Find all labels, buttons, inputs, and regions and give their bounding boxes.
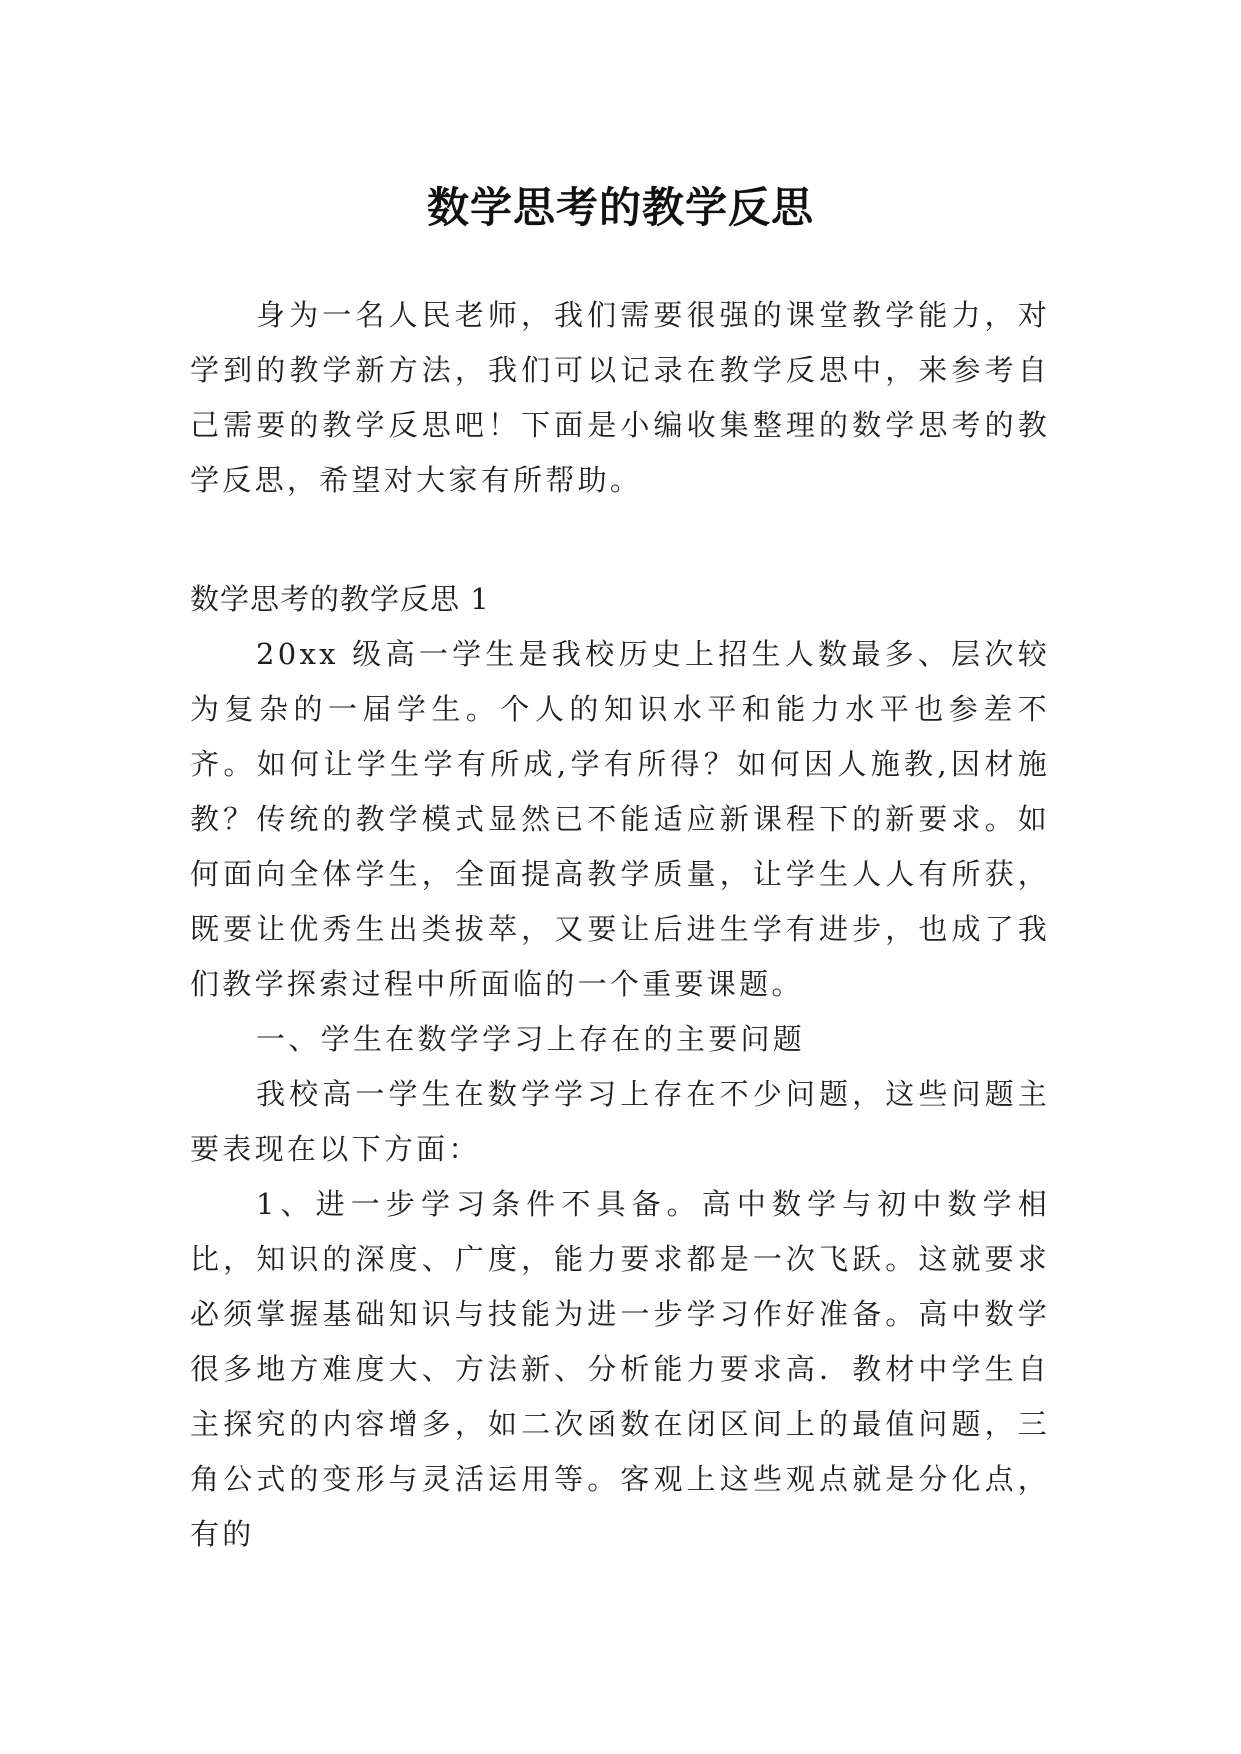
body-paragraph-2: 我校高一学生在数学学习上存在不少问题，这些问题主要表现在以下方面： <box>190 1077 1050 1166</box>
body-paragraph-3: 1、进一步学习条件不具备。高中数学与初中数学相比，知识的深度、广度，能力要求都是一次飞跃。这就要求必须掌握基础知识与技能为进一步学习作好准备。高中数学很多地方难度大、方法新、分析能力要求高．教材中学生自主探究的内容增多，如二次函数在闭区间上的最值问题，三角公式的变形与灵活运用等。客观上这些观点就是分化点，有的 <box>190 1187 1050 1551</box>
document-title: 数学思考的教学反思 <box>426 183 814 233</box>
section-heading: 数学思考的教学反思 1 <box>190 582 490 616</box>
subheading-paragraph: 一、学生在数学学习上存在的主要问题 <box>256 1022 806 1056</box>
body-paragraph-1: 20xx 级高一学生是我校历史上招生人数最多、层次较为复杂的一届学生。个人的知识水平和能力水平也参差不齐。如何让学生学有所成,学有所得？如何因人施教,因材施教？传统的教学模式显然已不能适应新课程下的新要求。如何面向全体学生，全面提高教学质量，让学生人人有所获，既要让优秀生出类拔萃，又要让后进生学有进步，也成了我们教学探索过程中所面临的一个重要课题。 <box>190 637 1050 1001</box>
intro-paragraph: 身为一名人民老师，我们需要很强的课堂教学能力，对学到的教学新方法，我们可以记录在教学反思中，来参考自己需要的教学反思吧！下面是小编收集整理的数学思考的教学反思，希望对大家有所帮助。 <box>190 298 1050 497</box>
document-body <box>190 288 1050 1562</box>
